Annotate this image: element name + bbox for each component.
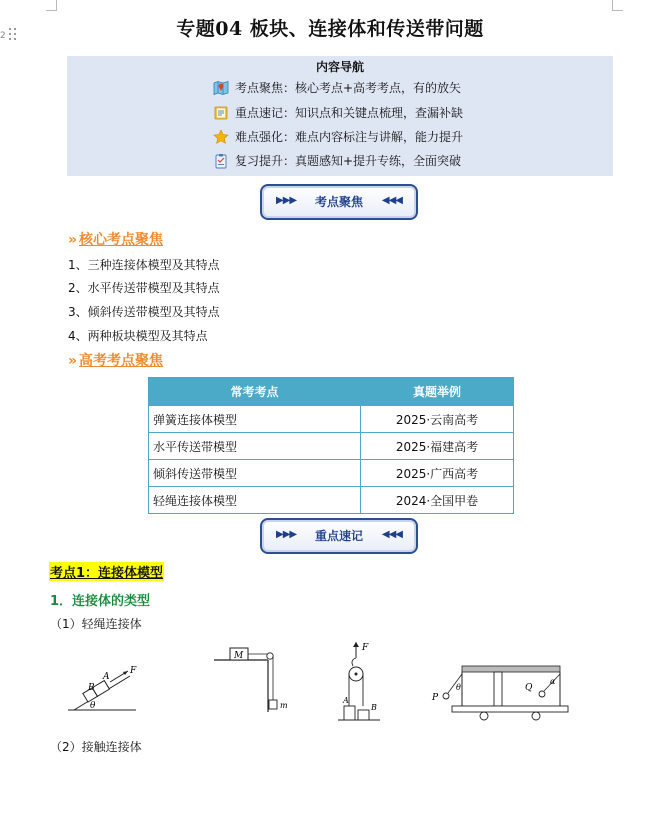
content-navigation-box xyxy=(67,56,613,176)
nav-item-difficulty xyxy=(213,128,463,145)
clipboard-icon xyxy=(213,153,229,169)
arrow-left-icon: ◀◀◀ xyxy=(381,195,402,206)
arrow-left-icon: ◀◀◀ xyxy=(381,529,402,540)
incline-blocks-figure xyxy=(66,660,142,714)
map-icon xyxy=(213,80,229,96)
focus-banner xyxy=(260,184,418,220)
nav-item-focus xyxy=(213,79,461,96)
contact-connection-label: （2）接触连接体 xyxy=(50,740,142,754)
list-item: 4、两种板块模型及其特点 xyxy=(68,329,208,343)
nav-item-review xyxy=(213,152,461,169)
figure-label: A xyxy=(103,672,110,682)
table-cell: 2025·福建高考 xyxy=(361,433,514,460)
chevron-icon: » xyxy=(68,232,78,248)
figure-label: F xyxy=(362,643,369,653)
table-row xyxy=(149,487,514,514)
table-cell: 2025·广西高考 xyxy=(361,460,514,487)
list-item: 3、倾斜传送带模型及其特点 xyxy=(68,305,220,319)
cart-pendulum-figure xyxy=(426,658,574,724)
kaodian-subheading: 1．连接体的类型 xyxy=(50,594,151,609)
star-icon xyxy=(213,129,229,145)
nav-item-label: 重点速记：知识点和关键点梳理，查漏补缺 xyxy=(235,106,464,120)
arrow-right-icon: ▶▶▶ xyxy=(276,195,297,206)
table-row xyxy=(149,433,514,460)
rope-connection-label: （1）轻绳连接体 xyxy=(50,617,142,631)
banner-label: 重点速记 xyxy=(314,529,363,543)
figure-label: θ xyxy=(456,683,461,692)
nav-item-label: 考点聚焦：核心考点+高考考点，有的放矢 xyxy=(235,81,462,95)
book-icon xyxy=(213,105,229,121)
nav-heading: 内容导航 xyxy=(315,60,364,74)
table-cell: 轻绳连接体模型 xyxy=(149,487,361,514)
table-pulley-figure xyxy=(212,644,296,716)
section-heading-text: 高考考点聚焦 xyxy=(79,353,164,369)
nav-item-label: 难点强化：难点内容标注与讲解，能力提升 xyxy=(235,130,464,144)
table-header: 真题举例 xyxy=(361,378,514,406)
figure-label: m xyxy=(280,701,288,710)
table-cell: 2025·云南高考 xyxy=(361,406,514,433)
table-header: 常考考点 xyxy=(149,378,361,406)
table-cell: 水平传送带模型 xyxy=(149,433,361,460)
notes-banner xyxy=(260,518,418,554)
table-row xyxy=(149,406,514,433)
figure-label: B xyxy=(371,703,377,712)
table-row xyxy=(149,460,514,487)
figure-label: θ xyxy=(90,701,96,711)
figure-label: P xyxy=(432,693,439,703)
figure-label: Q xyxy=(525,683,533,693)
table-cell: 弹簧连接体模型 xyxy=(149,406,361,433)
table-cell: 倾斜传送带模型 xyxy=(149,460,361,487)
exam-points-table xyxy=(148,377,514,514)
core-section-heading xyxy=(68,229,163,249)
page-corner-top-right xyxy=(612,0,623,11)
figure-label: α xyxy=(550,677,556,686)
figure-label: A xyxy=(343,696,349,705)
page-number: 2 xyxy=(0,31,6,41)
figure-label: B xyxy=(88,683,95,693)
kaodian-heading: 考点1：连接体模型 xyxy=(49,562,164,581)
nav-item-notes xyxy=(213,104,463,121)
table-header-row xyxy=(149,378,514,406)
page-corner-top-left xyxy=(46,0,57,11)
arrow-right-icon: ▶▶▶ xyxy=(276,529,297,540)
pulley-lift-figure xyxy=(336,640,386,722)
figure-label: M xyxy=(234,651,244,661)
table-cell: 2024·全国甲卷 xyxy=(361,487,514,514)
nav-item-label: 复习提升：真题感知+提升专练，全面突破 xyxy=(235,154,462,168)
chevron-icon: » xyxy=(68,353,78,369)
document-title: 专题04 板块、连接体和传送带问题 xyxy=(176,18,484,40)
exam-section-heading xyxy=(68,350,163,370)
section-heading-text: 核心考点聚焦 xyxy=(79,232,164,248)
list-item: 1、三种连接体模型及其特点 xyxy=(68,258,220,272)
banner-label: 考点聚焦 xyxy=(314,195,363,209)
figure-label: F xyxy=(130,666,137,676)
list-item: 2、水平传送带模型及其特点 xyxy=(68,281,220,295)
